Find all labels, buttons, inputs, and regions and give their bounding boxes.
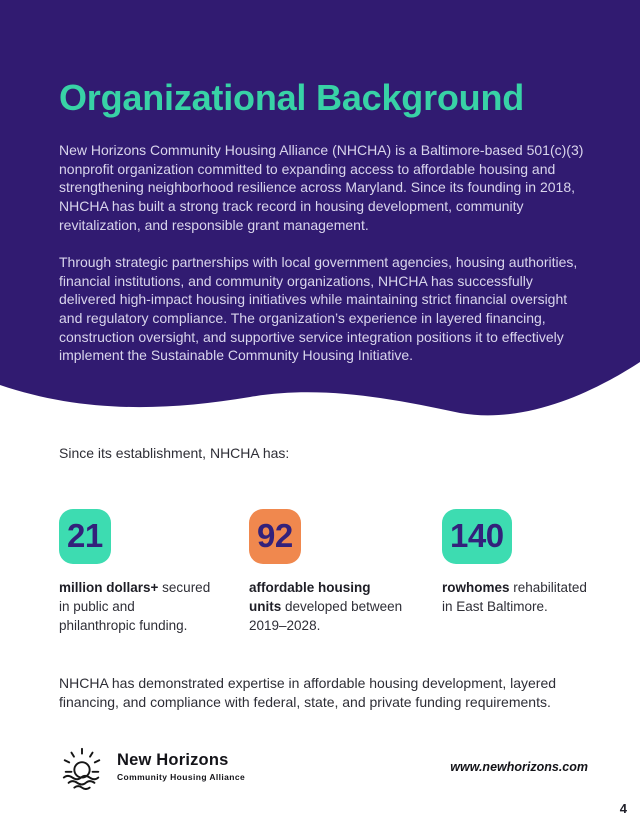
stat-funding-label-rest: secured in public and philanthropic funding.: [59, 579, 211, 633]
page-number: 4: [619, 801, 627, 816]
header-paragraph-2: Through strategic partnerships with local government agencies, housing authorities, financial institutions, and community organizations, NHCHA has successfully delivered high-impact housing initiatives while maintaining strict financial oversight and regulatory compliance. The organization’s experience in layered financing, construction oversight, and supportive service integration positions it to effectively implement the Sustainable Community Housing Initiative.: [59, 254, 578, 364]
stats-row: [59, 509, 588, 635]
logo-text: [117, 751, 245, 783]
footer: [0, 744, 640, 790]
header-content: [0, 0, 640, 365]
stat-rowhomes-label-bold: rowhomes: [442, 579, 510, 595]
logo-name: New Horizons: [117, 750, 229, 769]
stat-rowhomes-badge: 140: [442, 509, 512, 564]
stat-funding-label-bold: million dollars+: [59, 579, 159, 595]
stat-units: [249, 509, 442, 635]
stat-rowhomes-label: [442, 578, 588, 616]
logo-tagline: Community Housing Alliance: [117, 772, 246, 783]
stat-funding: [59, 509, 249, 635]
stat-rowhomes: [442, 509, 588, 635]
sunrise-over-water-icon: [57, 744, 107, 790]
stat-units-label-rest: developed between 2019–2028.: [249, 598, 403, 633]
intro-text: Since its establishment, NHCHA has:: [59, 445, 290, 461]
stat-units-label: [249, 578, 404, 635]
stat-funding-label: [59, 578, 214, 635]
page-title: Organizational Background: [59, 77, 525, 118]
stat-rowhomes-label-rest: rehabilitated in East Baltimore.: [442, 579, 587, 614]
stat-units-badge: 92: [249, 509, 301, 564]
header-paragraph-1: New Horizons Community Housing Alliance (NHCHA) is a Baltimore-based 501(c)(3) nonprofit organization committed to expanding access to affordable housing and strengthening neighborhood resilience across Maryland. Since its founding in 2018, NHCHA has built a strong track record in housing development, community revitalization, and responsible grant management.: [59, 142, 584, 233]
stat-units-label-bold: affordable housing units: [249, 579, 371, 614]
main-section: [0, 444, 640, 713]
closing-paragraph: NHCHA has demonstrated expertise in affordable housing development, layered financing, and compliance with federal, state, and private funding requirements.: [59, 674, 557, 711]
logo: [57, 744, 245, 790]
stat-funding-badge: 21: [59, 509, 111, 564]
website-link[interactable]: www.newhorizons.com: [450, 759, 588, 774]
